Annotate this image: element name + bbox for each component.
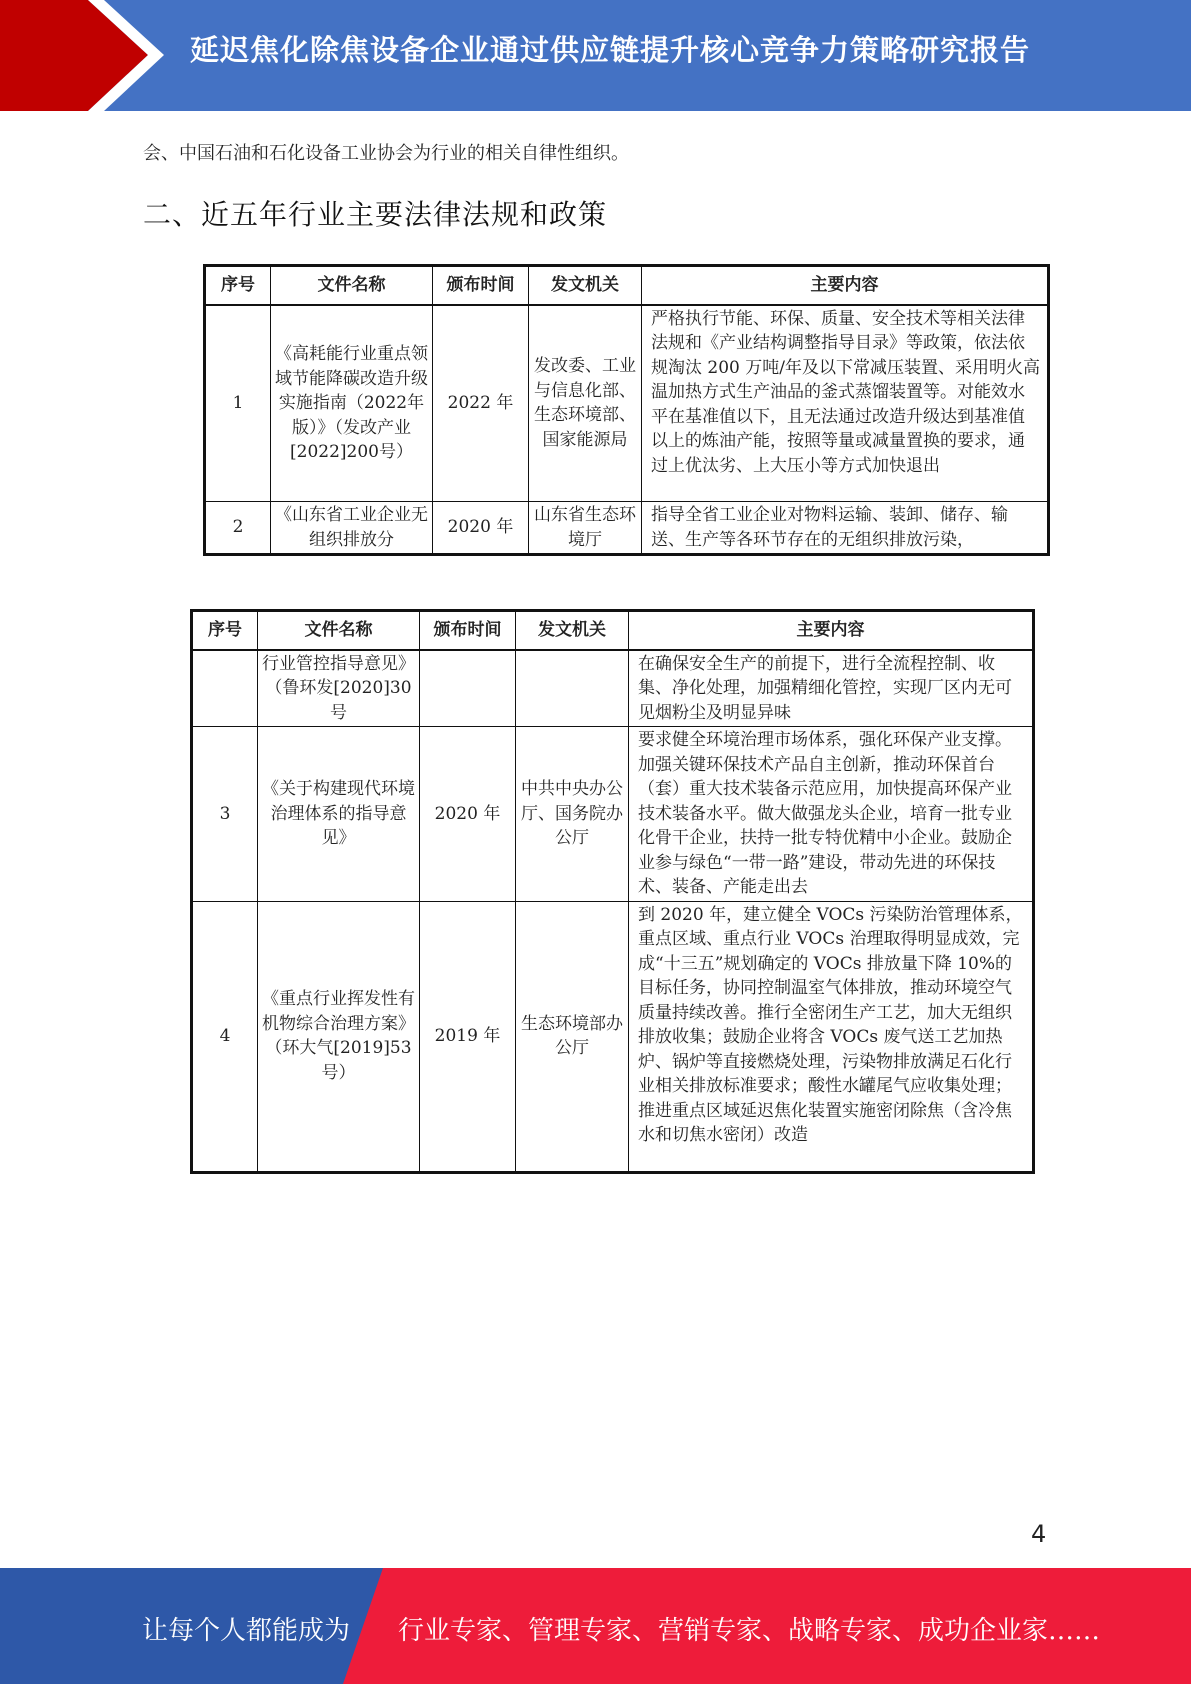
table-header-row	[205, 266, 1049, 305]
cell-no: 3	[192, 727, 258, 902]
cell-agency: 发改委、工业与信息化部、生态环境部、国家能源局	[529, 305, 642, 502]
policy-table-2	[190, 609, 1035, 1174]
policy-table-1	[203, 264, 1050, 556]
table-row	[205, 502, 1049, 555]
header-content: 主要内容	[642, 266, 1049, 305]
footer-roles: 行业专家、管理专家、营销专家、战略专家、成功企业家……	[398, 1616, 1101, 1646]
header-red-arrow	[0, 0, 148, 111]
table-row	[205, 305, 1049, 502]
header-no: 序号	[205, 266, 271, 305]
cell-time: 2020 年	[420, 727, 516, 902]
cell-time: 2020 年	[433, 502, 529, 555]
cell-no: 1	[205, 305, 271, 502]
cell-content: 到 2020 年，建立健全 VOCs 污染防治管理体系，重点区域、重点行业 VOCs 治理取得明显成效，完成“十三五”规划确定的 VOCs 排放量下降 10%的目标任务，协同控制温室气体排放，推动环境空气质量持续改善。推行全密闭生产工艺，加大无组织排放收集；鼓励企业将含 VOCs 废气送工艺加热炉、锅炉等直接燃烧处理，污染物排放满足石化行业相关排放标准要求；酸性水罐尾气应收集处理；推进重点区域延迟焦化装置实施密闭除焦（含冷焦水和切焦水密闭）改造	[629, 901, 1034, 1172]
header-no: 序号	[192, 611, 258, 650]
table-row	[192, 901, 1034, 1172]
cell-time: 2019 年	[420, 901, 516, 1172]
cell-content: 在确保安全生产的前提下，进行全流程控制、收集、净化处理，加强精细化管控，实现厂区内无可见烟粉尘及明显异味	[629, 650, 1034, 727]
header-time: 颁布时间	[433, 266, 529, 305]
cell-content: 指导全省工业企业对物料运输、装卸、储存、输送、生产等各环节存在的无组织排放污染，	[642, 502, 1049, 555]
cell-agency: 山东省生态环境厅	[529, 502, 642, 555]
cell-name: 《山东省工业企业无组织排放分	[271, 502, 433, 555]
cell-time: 2022 年	[433, 305, 529, 502]
cell-time	[420, 650, 516, 727]
cell-agency	[516, 650, 629, 727]
table-row	[192, 650, 1034, 727]
header-content: 主要内容	[629, 611, 1034, 650]
cell-no: 4	[192, 901, 258, 1172]
header-name: 文件名称	[258, 611, 420, 650]
cell-no: 2	[205, 502, 271, 555]
header-banner	[0, 0, 1191, 111]
section-heading: 二、近五年行业主要法律法规和政策	[143, 198, 608, 231]
cell-name: 《关于构建现代环境治理体系的指导意见》	[258, 727, 420, 902]
header-agency: 发文机关	[516, 611, 629, 650]
page-number: 4	[1031, 1520, 1047, 1548]
table-row	[192, 727, 1034, 902]
table-header-row	[192, 611, 1034, 650]
header-agency: 发文机关	[529, 266, 642, 305]
cell-name: 《高耗能行业重点领域节能降碳改造升级实施指南（2022年版）》（发改产业[2022]200号）	[271, 305, 433, 502]
cell-content: 要求健全环境治理市场体系，强化环保产业支撑。加强关键环保技术产品自主创新，推动环保首台（套）重大技术装备示范应用，加快提高环保产业技术装备水平。做大做强龙头企业，培育一批专业化骨干企业，扶持一批专特优精中小企业。鼓励企业参与绿色“一带一路”建设，带动先进的环保技术、装备、产能走出去	[629, 727, 1034, 902]
header-name: 文件名称	[271, 266, 433, 305]
cell-name: 行业管控指导意见》（鲁环发[2020]30 号	[258, 650, 420, 727]
header-time: 颁布时间	[420, 611, 516, 650]
cell-agency: 中共中央办公厅、国务院办公厅	[516, 727, 629, 902]
footer-banner	[0, 1568, 1191, 1684]
cell-name: 《重点行业挥发性有机物综合治理方案》（环大气[2019]53 号）	[258, 901, 420, 1172]
cell-content: 严格执行节能、环保、质量、安全技术等相关法律法规和《产业结构调整指导目录》等政策，依法依规淘汰 200 万吨/年及以下常减压装置、采用明火高温加热方式生产油品的釜式蒸馏装置等。对能效水平在基准值以下，且无法通过改造升级达到基准值以上的炼油产能，按照等量或减量置换的要求，通过上优汰劣、上大压小等方式加快退出	[642, 305, 1049, 502]
footer-slogan: 让每个人都能成为	[142, 1616, 351, 1646]
intro-text: 会、中国石油和石化设备工业协会为行业的相关自律性组织。	[143, 143, 629, 164]
cell-no	[192, 650, 258, 727]
cell-agency: 生态环境部办公厅	[516, 901, 629, 1172]
report-title: 延迟焦化除焦设备企业通过供应链提升核心竞争力策略研究报告	[190, 33, 1031, 67]
